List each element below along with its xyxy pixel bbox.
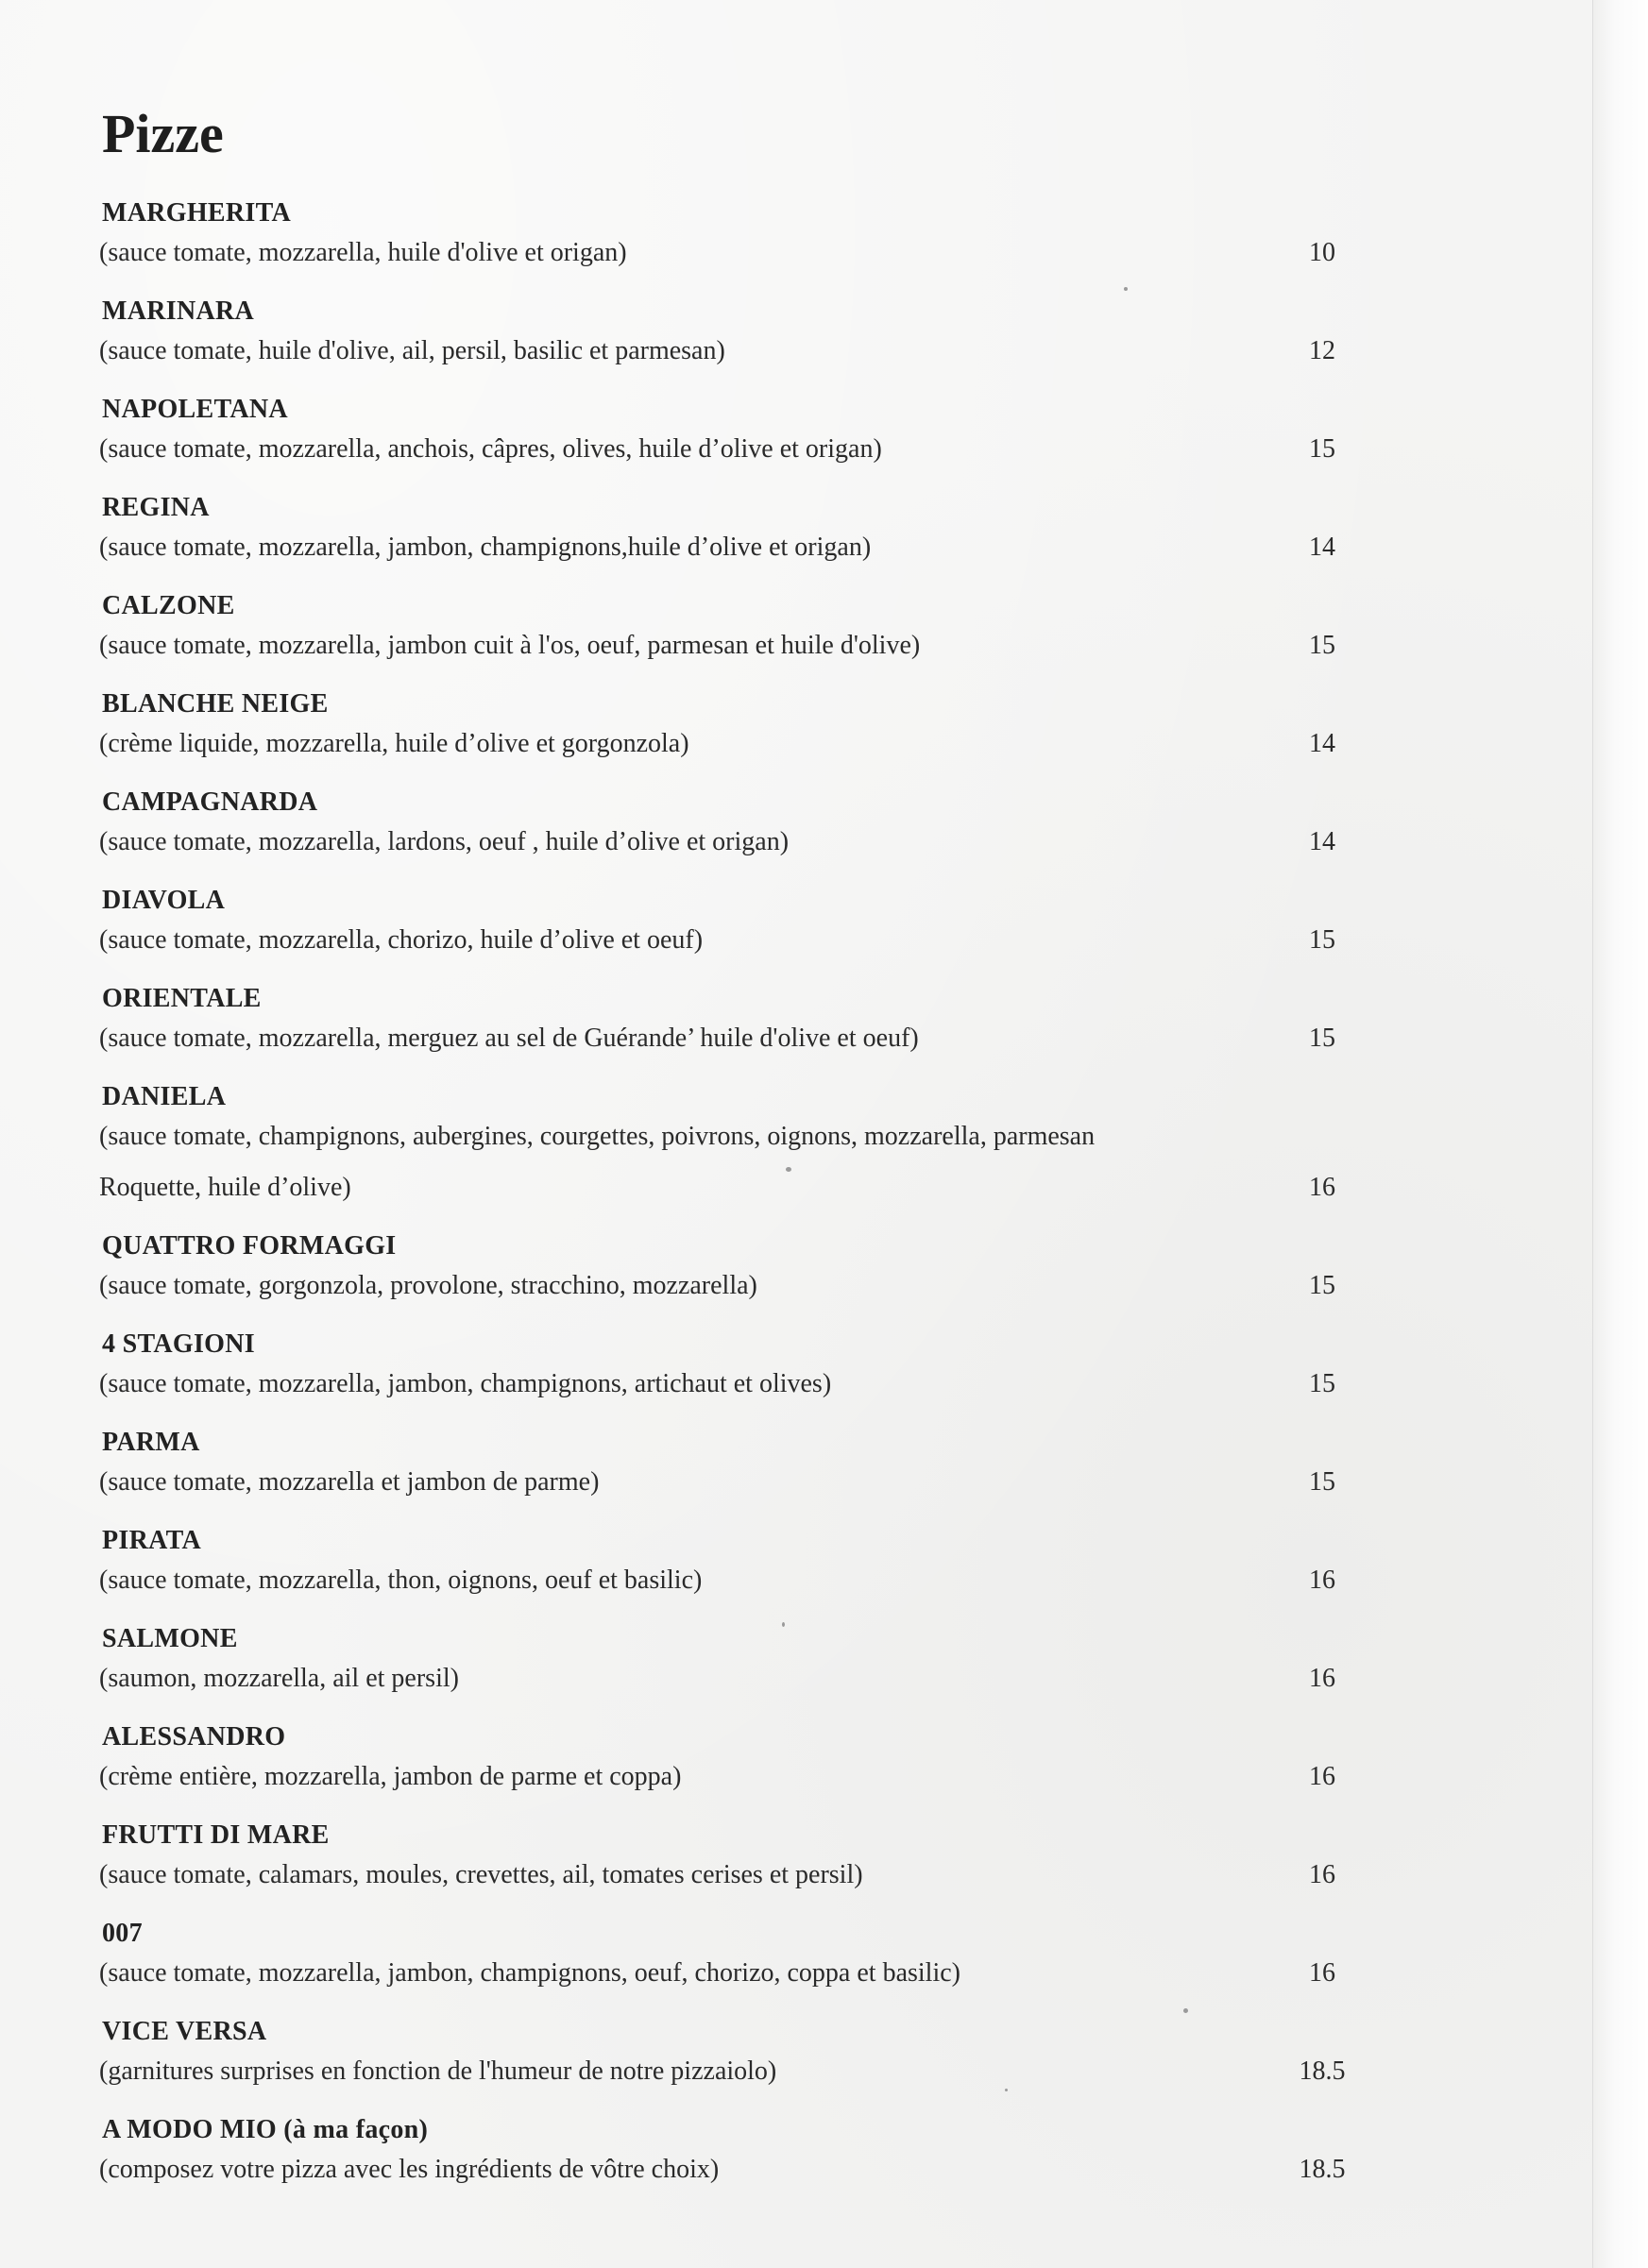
item-price: 16 [1309, 1173, 1335, 1202]
item-description: (sauce tomate, huile d'olive, ail, persil, basilic et parmesan) [99, 336, 725, 365]
menu-item-frutti-di-mare [99, 1815, 1365, 1913]
menu-item-007 [99, 1913, 1365, 2011]
item-name: MARINARA [102, 296, 255, 326]
item-description: (sauce tomate, gorgonzola, provolone, stracchino, mozzarella) [99, 1271, 757, 1300]
menu-item-vice-versa [99, 2011, 1365, 2109]
item-name: 007 [102, 1919, 143, 1948]
item-name: BLANCHE NEIGE [102, 689, 329, 719]
item-description: (sauce tomate, mozzarella, chorizo, huile d’olive et oeuf) [99, 925, 704, 955]
menu-item-calzone [99, 585, 1365, 684]
item-description: (sauce tomate, mozzarella, thon, oignons, oeuf et basilic) [99, 1566, 703, 1595]
scan-speck [782, 1622, 785, 1627]
menu-item-margherita [99, 193, 1365, 291]
item-price: 18.5 [1299, 2056, 1346, 2086]
item-name: CALZONE [102, 591, 235, 620]
item-price: 14 [1309, 533, 1335, 562]
item-description: (sauce tomate, mozzarella, jambon cuit à l'os, oeuf, parmesan et huile d'olive) [99, 631, 921, 660]
item-description: (sauce tomate, mozzarella, huile d'olive et origan) [99, 238, 627, 267]
scan-speck [1183, 2008, 1188, 2013]
item-description: (sauce tomate, mozzarella, jambon, champignons, oeuf, chorizo, coppa et basilic) [99, 1958, 960, 1988]
item-description: (composez votre pizza avec les ingrédients de vôtre choix) [99, 2155, 720, 2184]
scan-speck [786, 1167, 791, 1172]
menu-item-alessandro [99, 1717, 1365, 1815]
item-name: PIRATA [102, 1526, 201, 1555]
item-description: (sauce tomate, mozzarella, jambon, champignons,huile d’olive et origan) [99, 533, 872, 562]
item-name: ALESSANDRO [102, 1722, 286, 1752]
item-price: 12 [1309, 336, 1335, 365]
item-name: DANIELA [102, 1082, 227, 1111]
item-price: 16 [1309, 1664, 1335, 1693]
item-description: (sauce tomate, mozzarella, merguez au sel de Guérande’ huile d'olive et oeuf) [99, 1024, 919, 1053]
menu-item-quattro-formaggi [99, 1226, 1365, 1324]
item-price: 16 [1309, 1860, 1335, 1889]
item-description: (sauce tomate, mozzarella, jambon, champignons, artichaut et olives) [99, 1369, 832, 1398]
item-price: 16 [1309, 1958, 1335, 1988]
item-price: 18.5 [1299, 2155, 1346, 2184]
paper-edge [1592, 0, 1648, 2268]
item-description: (crème liquide, mozzarella, huile d’olive et gorgonzola) [99, 729, 689, 758]
item-price: 15 [1309, 631, 1335, 660]
menu-item-salmone [99, 1618, 1365, 1717]
item-description: (sauce tomate, mozzarella, anchois, câpres, olives, huile d’olive et origan) [99, 434, 882, 464]
menu-item-campagnarda [99, 782, 1365, 880]
item-description: (sauce tomate, mozzarella et jambon de parme) [99, 1467, 600, 1497]
item-name: SALMONE [102, 1624, 238, 1653]
item-price: 10 [1309, 238, 1335, 267]
item-price: 15 [1309, 1369, 1335, 1398]
item-name: REGINA [102, 493, 210, 522]
menu-item-napoletana [99, 389, 1365, 487]
item-price: 15 [1309, 434, 1335, 464]
menu-item-4-stagioni [99, 1324, 1365, 1422]
menu-item-pirata [99, 1520, 1365, 1618]
menu-item-parma [99, 1422, 1365, 1520]
item-description: (sauce tomate, champignons, aubergines, courgettes, poivrons, oignons, mozzarella, parmesan [99, 1122, 1096, 1151]
scan-speck [1005, 2089, 1008, 2091]
item-name: A MODO MIO (à ma façon) [102, 2115, 429, 2144]
menu-item-a-modo-mio [99, 2109, 1365, 2208]
item-description: (crème entière, mozzarella, jambon de parme et coppa) [99, 1762, 682, 1791]
item-description: (sauce tomate, mozzarella, lardons, oeuf , huile d’olive et origan) [99, 827, 790, 856]
item-description: (saumon, mozzarella, ail et persil) [99, 1664, 459, 1693]
menu-item-daniela [99, 1076, 1365, 1226]
menu-title: Pizze [102, 103, 224, 164]
item-name: ORIENTALE [102, 984, 262, 1013]
item-price: 15 [1309, 925, 1335, 955]
item-name: PARMA [102, 1428, 200, 1457]
menu-item-diavola [99, 880, 1365, 978]
item-name: NAPOLETANA [102, 395, 288, 424]
item-name: FRUTTI DI MARE [102, 1820, 330, 1850]
item-name: VICE VERSA [102, 2017, 267, 2046]
item-price: 16 [1309, 1566, 1335, 1595]
item-price: 14 [1309, 729, 1335, 758]
menu-item-regina [99, 487, 1365, 585]
item-price: 16 [1309, 1762, 1335, 1791]
item-name: 4 STAGIONI [102, 1329, 255, 1359]
menu-item-marinara [99, 291, 1365, 389]
item-name: QUATTRO FORMAGGI [102, 1231, 397, 1261]
item-name: CAMPAGNARDA [102, 787, 318, 817]
item-price: 15 [1309, 1024, 1335, 1053]
item-description: (sauce tomate, calamars, moules, crevettes, ail, tomates cerises et persil) [99, 1860, 863, 1889]
item-price: 15 [1309, 1271, 1335, 1300]
item-price: 15 [1309, 1467, 1335, 1497]
item-description-continued: Roquette, huile d’olive) [99, 1173, 351, 1202]
item-price: 14 [1309, 827, 1335, 856]
scan-speck [1124, 287, 1128, 291]
menu-item-blanche-neige [99, 684, 1365, 782]
item-name: DIAVOLA [102, 886, 226, 915]
item-name: MARGHERITA [102, 198, 292, 228]
pizza-list [99, 193, 1365, 2208]
menu-item-orientale [99, 978, 1365, 1076]
item-description: (garnitures surprises en fonction de l'humeur de notre pizzaiolo) [99, 2056, 777, 2086]
